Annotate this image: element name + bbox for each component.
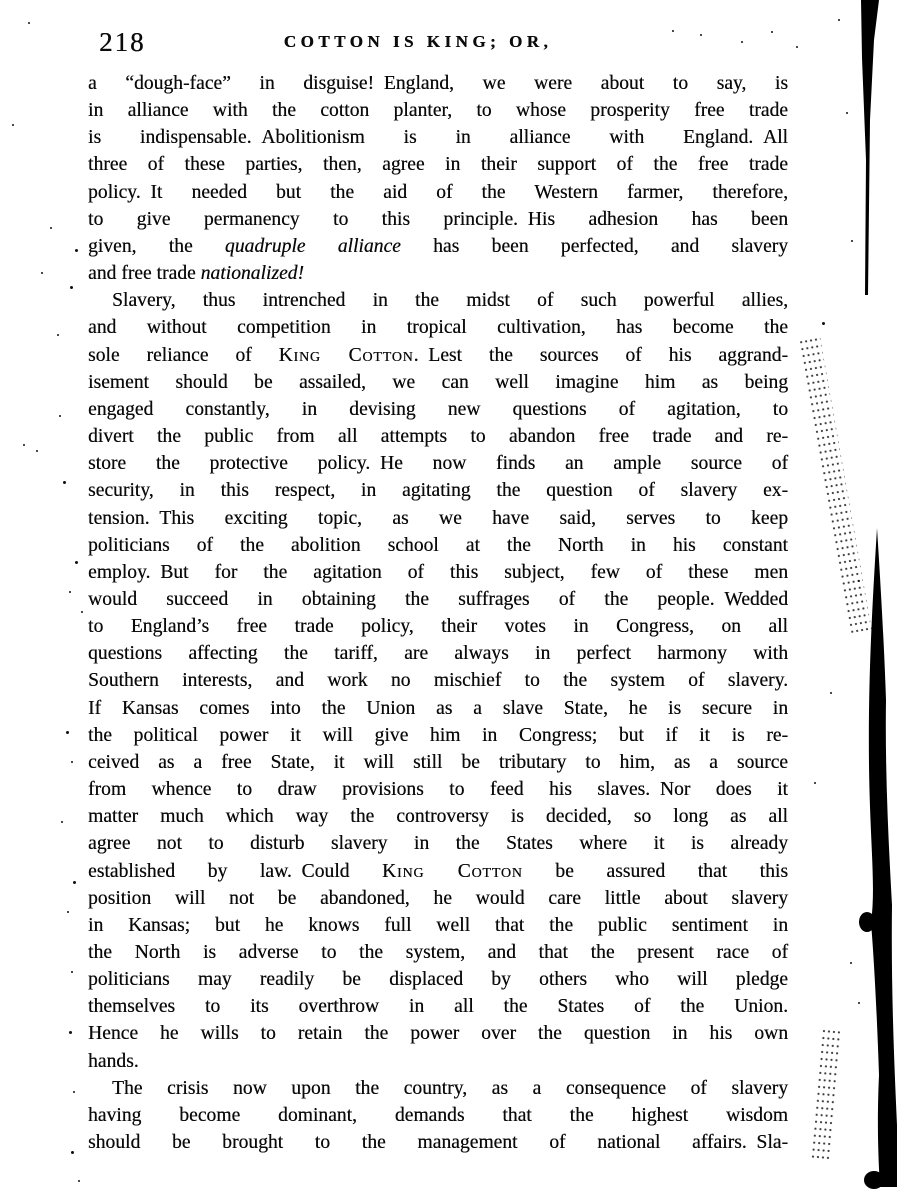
text-line: If Kansas comes into the Union as a slave State, he is secure in [88, 697, 788, 719]
text-line: the political power it will give him in Congress; but if it is re- [88, 724, 788, 746]
text-line: engaged constantly, in devising new questions of agitation, to [88, 398, 788, 420]
text-line: politicians of the abolition school at the North in his constant [88, 534, 788, 556]
scan-noise-dot [36, 450, 38, 452]
text-line: Slavery, thus intrenched in the midst of such powerful allies, [112, 290, 788, 312]
text-line: store the protective policy. He now finds an ample source of [88, 453, 788, 475]
scan-noise-dot [73, 881, 76, 884]
text-line: tension. This exciting topic, as we have said, serves to keep [88, 507, 788, 529]
text-line: Hence he wills to retain the power over the question in his own [88, 1023, 788, 1045]
text-line: isement should be assailed, we can well imagine him as being [88, 371, 788, 393]
text-line: given, the quadruple alliance has been perfected, and slavery [88, 235, 788, 257]
scan-noise-streak [798, 335, 872, 634]
text-line: to give permanency to this principle. His adhesion has been [88, 208, 788, 230]
scan-noise-dot [67, 911, 69, 913]
scan-noise-dot [75, 561, 78, 564]
scan-noise-dot [78, 1180, 80, 1182]
scan-noise-dot [41, 272, 43, 274]
text-line: in alliance with the cotton planter, to whose prosperity free trade [88, 100, 788, 122]
italic-phrase: quadruple alliance [224, 235, 401, 257]
scan-noise-dot [71, 761, 73, 763]
text-line: sole reliance of King Cotton. Lest the sources of his aggrand- [88, 344, 788, 366]
text-line: would succeed in obtaining the suffrages of the people. Wedded [88, 588, 788, 610]
text-line: agree not to disturb slavery in the States where it is already [88, 833, 788, 855]
scan-noise-dot [50, 227, 52, 229]
paragraph [88, 70, 788, 287]
scan-noise-dot [71, 971, 73, 973]
scan-noise-dot [838, 19, 840, 21]
text-line: a “dough-face” in disguise! England, we were about to say, is [88, 73, 788, 94]
scan-noise-dot [12, 124, 14, 126]
scan-noise-dot [851, 240, 853, 242]
italic-phrase: nationalized! [200, 263, 304, 285]
scan-noise-dot [71, 1151, 74, 1154]
text-line: employ. But for the agitation of this subject, few of these men [88, 561, 788, 583]
scan-noise-dot [846, 112, 848, 114]
text-line: to England’s free trade policy, their votes in Congress, on all [88, 616, 788, 638]
small-caps-phrase: King Cotton [382, 860, 523, 882]
text-line: hands. [88, 1050, 139, 1072]
scan-noise-dot [23, 444, 25, 446]
scan-noise-streak [810, 1027, 841, 1160]
text-line: and free trade nationalized! [88, 263, 304, 285]
text-line: from whence to draw provisions to feed his slaves. Nor does it [88, 779, 788, 801]
text-line: matter much which way the controversy is decided, so long as all [88, 806, 788, 828]
text-line: the North is adverse to the system, and that the present race of [88, 942, 788, 963]
scan-noise-dot [69, 1031, 72, 1034]
text-line: is indispensable. Abolitionism is in alliance with England. All [88, 127, 788, 149]
page-header [0, 24, 830, 60]
scan-noise-dot [81, 611, 83, 613]
text-line: and without competition in tropical cultivation, has become the [88, 317, 788, 339]
scan-noise-dot [66, 731, 69, 734]
running-head: COTTON IS KING; OR, [283, 32, 553, 51]
scan-noise-dot [61, 821, 63, 823]
text-line: ceived as a free State, it will still be tributary to him, as a source [88, 751, 788, 773]
text-line: position will not be abandoned, he would care little about slavery [88, 887, 788, 909]
scan-noise-dot [59, 415, 61, 417]
text-line: three of these parties, then, agree in their support of the free trade [88, 154, 788, 176]
text-line: politicians may readily be displaced by others who will pledge [88, 969, 788, 991]
scan-noise-dot [73, 1091, 75, 1093]
small-caps-phrase: King Cotton [278, 344, 414, 366]
text-line: policy. It needed but the aid of the Western farmer, therefore, [88, 181, 788, 203]
scan-noise-dot [830, 692, 832, 694]
text-line: The crisis now upon the country, as a consequence of slavery [112, 1077, 788, 1099]
text-line: Southern interests, and work no mischief to the system of slavery. [88, 670, 788, 692]
text-line: divert the public from all attempts to abandon free trade and re- [88, 426, 788, 448]
page-number: 218 [99, 27, 146, 57]
scan-noise-dot [822, 322, 825, 325]
scan-noise-dot [70, 286, 73, 289]
text-line: themselves to its overthrow in all the States of the Union. [88, 996, 788, 1018]
text-line: questions affecting the tariff, are always in perfect harmony with [88, 643, 788, 665]
page-text [88, 70, 788, 1156]
scan-noise-dot [75, 249, 78, 252]
paragraph [88, 1075, 788, 1156]
text-line: having become dominant, demands that the highest wisdom [88, 1104, 788, 1126]
scan-noise-dot [858, 1002, 860, 1004]
scan-noise-dot [850, 962, 852, 964]
scan-noise-dot [57, 334, 59, 336]
text-line: established by law. Could King Cotton be assured that this [88, 860, 788, 882]
text-line: should be brought to the management of national affairs. Sla- [88, 1132, 788, 1154]
scan-noise-dot [63, 481, 66, 484]
text-line: security, in this respect, in agitating the question of slavery ex- [88, 480, 788, 502]
scan-noise-dot [858, 580, 860, 582]
scan-noise-dot [814, 782, 816, 784]
paragraph [88, 287, 788, 1075]
text-line: in Kansas; but he knows full well that the public sentiment in [88, 914, 788, 936]
scan-noise-dot [69, 591, 71, 593]
